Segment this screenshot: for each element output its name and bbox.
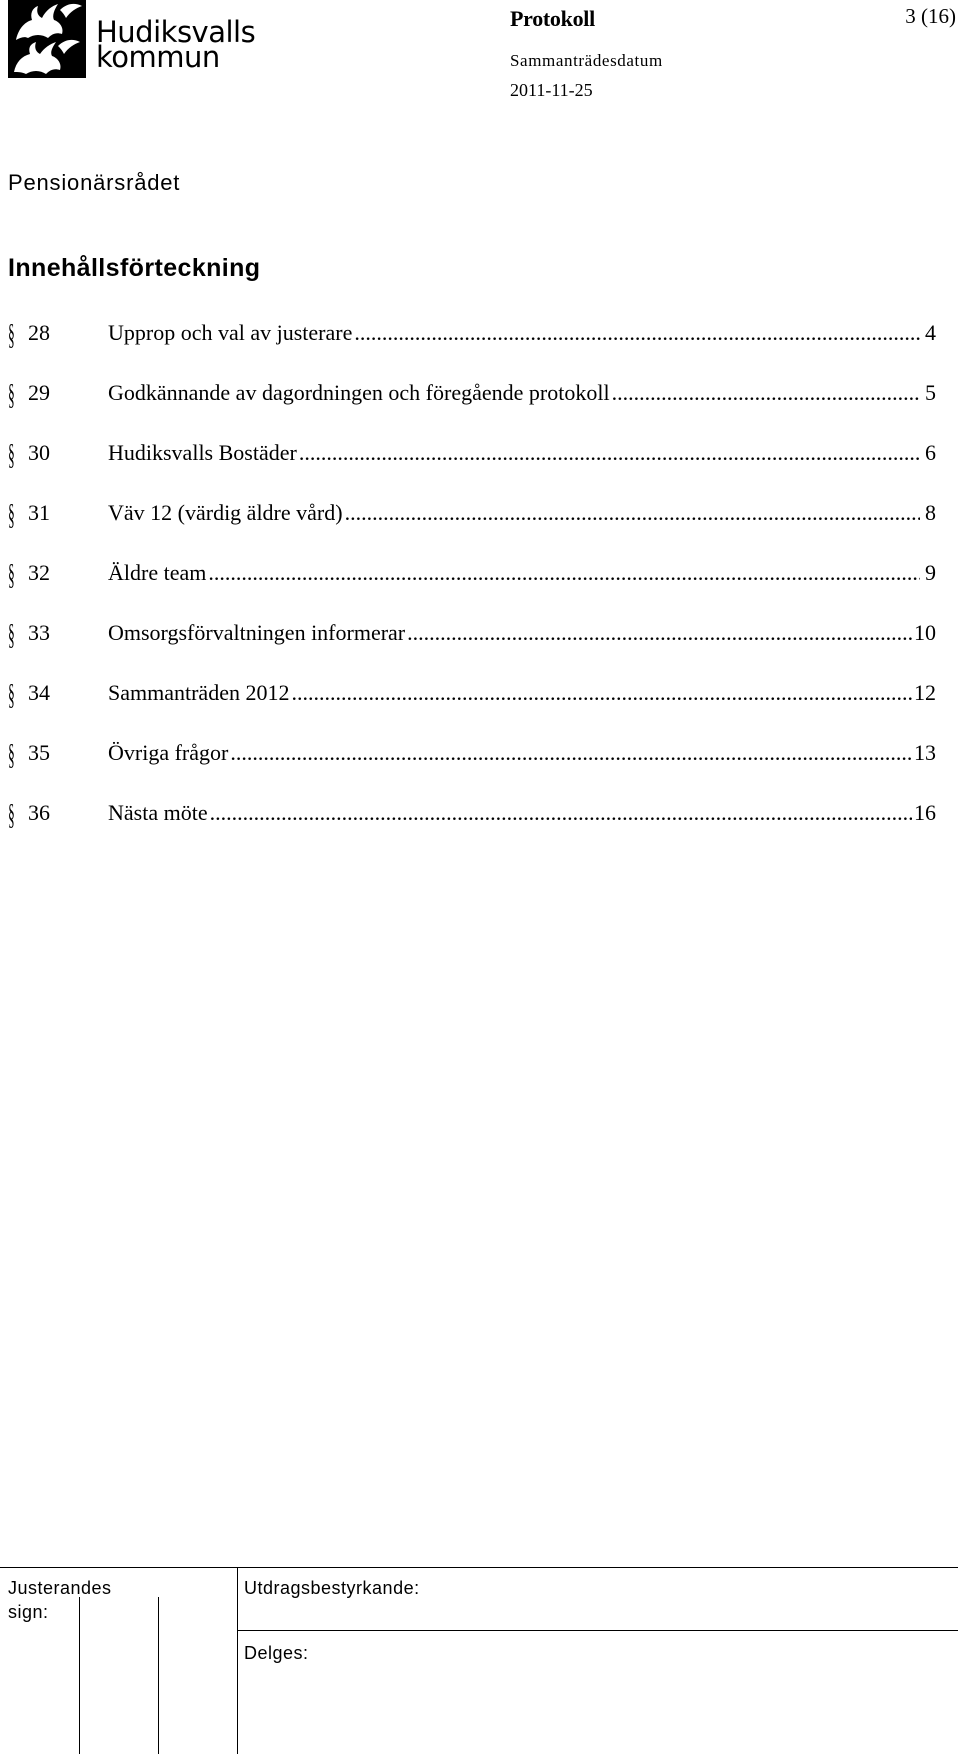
document-type: Protokoll <box>510 6 595 31</box>
logo-line-2: kommun <box>96 40 220 74</box>
toc-entry[interactable] <box>8 436 936 496</box>
paragraph-sign-icon: § <box>8 498 15 531</box>
goat-emblem-icon <box>8 0 86 78</box>
distribution-label: Delges: <box>244 1643 309 1663</box>
toc-entry[interactable] <box>8 316 936 376</box>
footer-divider <box>237 1567 238 1754</box>
toc-entry-page: 10 <box>914 620 936 645</box>
signers-label-line-2: sign: <box>8 1602 49 1622</box>
municipality-logo <box>8 0 256 80</box>
toc-entry[interactable] <box>8 376 936 436</box>
toc-entry-number: 28 <box>28 320 50 345</box>
toc-entry[interactable] <box>8 796 936 856</box>
toc-entry-number: 29 <box>28 380 50 405</box>
toc-entry-title[interactable]: Väv 12 (värdig äldre vård) <box>108 500 343 525</box>
toc-entry-number: 35 <box>28 740 50 765</box>
paragraph-sign-icon: § <box>8 798 15 831</box>
meeting-date: 2011-11-25 <box>510 80 593 100</box>
goat-emblem-graphic <box>8 0 86 78</box>
toc-dot-leader <box>299 440 920 466</box>
toc-entry-page: 13 <box>914 740 936 765</box>
toc-entry[interactable] <box>8 676 936 736</box>
toc-entry-title[interactable]: Upprop och val av justerare <box>108 320 353 345</box>
paragraph-sign-icon: § <box>8 678 15 711</box>
paragraph-sign-icon: § <box>8 558 15 591</box>
toc-dot-leader <box>230 740 912 766</box>
toc-dot-leader <box>354 320 920 346</box>
toc-entry-page: 6 <box>925 440 936 465</box>
meeting-date-label: Sammanträdesdatum <box>510 51 663 70</box>
paragraph-sign-icon: § <box>8 438 15 471</box>
toc-entry-title[interactable]: Övriga frågor <box>108 740 229 765</box>
page-indicator: 3 (16) <box>905 4 956 28</box>
toc-entry-number: 36 <box>28 800 50 825</box>
footer-mid-rule <box>237 1630 958 1631</box>
toc-entry-title[interactable]: Omsorgsförvaltningen informerar <box>108 620 406 645</box>
toc-entry-page: 4 <box>925 320 936 345</box>
toc-entry[interactable] <box>8 556 936 616</box>
toc-dot-leader <box>210 800 912 826</box>
toc-entry-number: 32 <box>28 560 50 585</box>
toc-entry-title[interactable]: Nästa möte <box>108 800 208 825</box>
toc-entry-title[interactable]: Hudiksvalls Bostäder <box>108 440 297 465</box>
paragraph-sign-icon: § <box>8 618 15 651</box>
toc-dot-leader <box>208 560 920 586</box>
extract-certification-label: Utdragsbestyrkande: <box>244 1578 420 1598</box>
toc-entry-page: 16 <box>914 800 936 825</box>
toc-entry-page: 9 <box>925 560 936 585</box>
toc-entry[interactable] <box>8 616 936 676</box>
signers-label-line-1: Justerandes <box>8 1578 112 1598</box>
paragraph-sign-icon: § <box>8 378 15 411</box>
logo-line-1: Hudiksvalls <box>96 15 256 49</box>
toc-dot-leader <box>345 500 920 526</box>
logo-wordmark <box>96 15 256 74</box>
toc-entry-title[interactable]: Sammanträden 2012 <box>108 680 290 705</box>
council-name: Pensionärsrådet <box>8 170 181 195</box>
signature-footer <box>0 1565 958 1754</box>
toc-entry-number: 31 <box>28 500 50 525</box>
paragraph-sign-icon: § <box>8 318 15 351</box>
toc-entry-title[interactable]: Godkännande av dagordningen och föregående protokoll <box>108 380 610 405</box>
toc-entry[interactable] <box>8 496 936 556</box>
signers-label <box>8 1576 112 1624</box>
toc-heading: Innehållsförteckning <box>8 254 261 282</box>
signature-box-divider <box>158 1597 159 1754</box>
toc-entry-number: 34 <box>28 680 50 705</box>
toc-dot-leader <box>612 380 920 406</box>
toc-dot-leader <box>407 620 912 646</box>
paragraph-sign-icon: § <box>8 738 15 771</box>
toc-entry-number: 33 <box>28 620 50 645</box>
toc-entry-page: 5 <box>925 380 936 405</box>
toc-entry-page: 12 <box>914 680 936 705</box>
toc-dot-leader <box>291 680 912 706</box>
toc-entry-page: 8 <box>925 500 936 525</box>
toc-entry-number: 30 <box>28 440 50 465</box>
table-of-contents <box>8 316 936 856</box>
toc-entry-title[interactable]: Äldre team <box>108 560 207 585</box>
toc-entry[interactable] <box>8 736 936 796</box>
footer-top-rule <box>0 1567 958 1568</box>
